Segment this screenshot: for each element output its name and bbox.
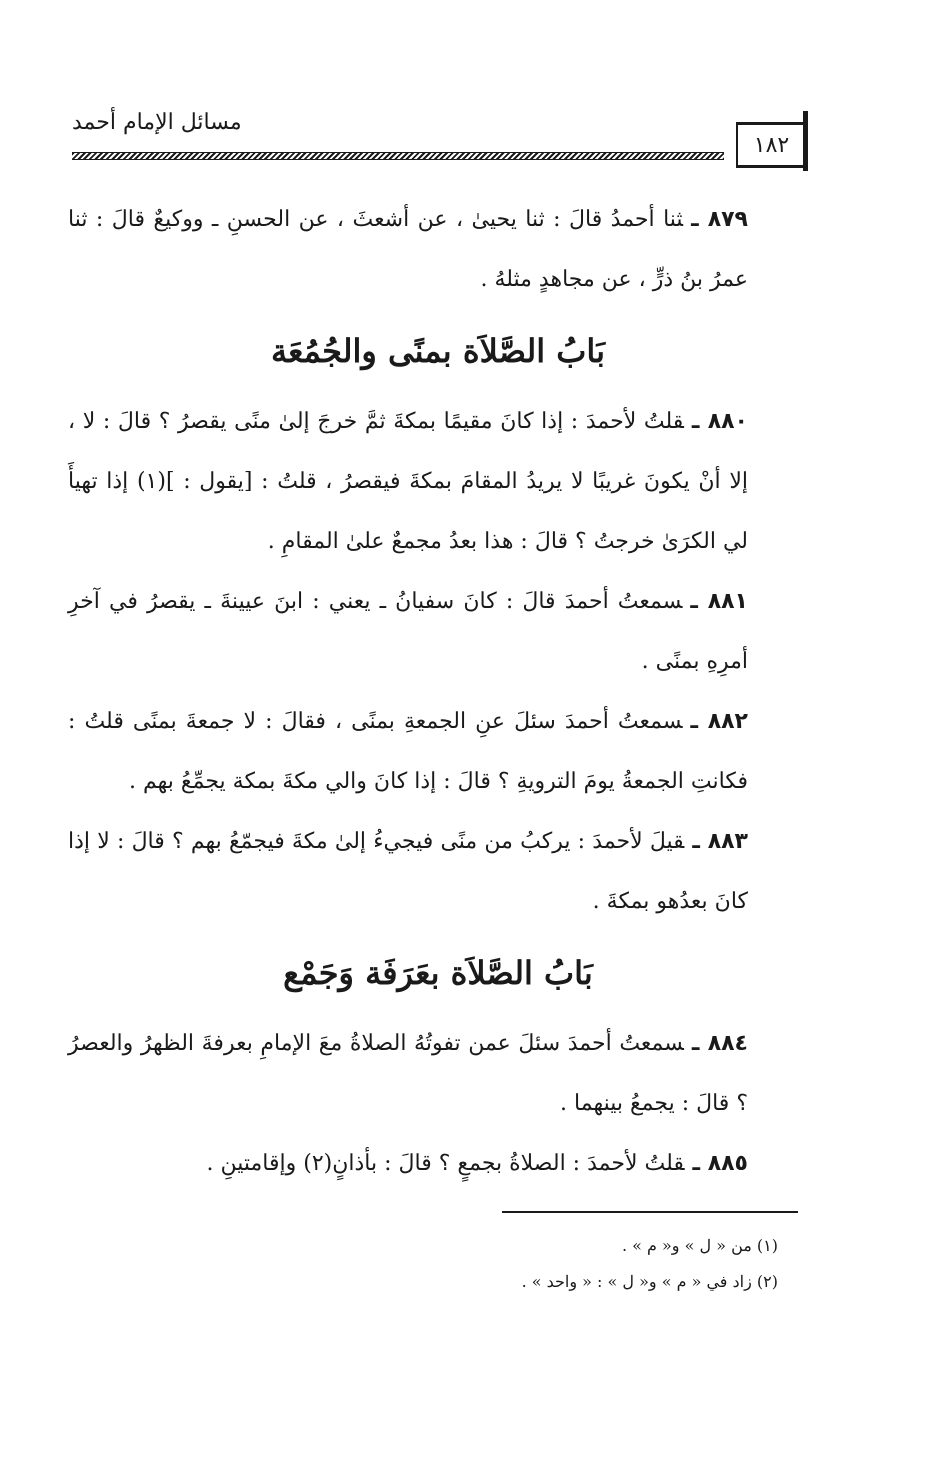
page-body xyxy=(68,190,808,1194)
paragraph-883 xyxy=(68,812,808,932)
paragraph-number: ٨٨٢ ـ xyxy=(690,709,748,734)
chapter-title-arafa: بَابُ الصَّلاَة بعَرَفَة وَجَمْع xyxy=(283,954,593,992)
footnote-2: (٢) زاد في « م » و« ل » : « واحد » . xyxy=(521,1272,778,1291)
paragraph-text: سمعتُ أحمدَ سئلَ عمن تفوتُهُ الصلاةُ معَ الإمامِ بعرفةَ الظهرُ والعصرُ ؟ قالَ : يجمعُ بينهما . xyxy=(68,1031,748,1116)
page-number: ١٨٢ xyxy=(736,122,808,168)
paragraph-884 xyxy=(68,1014,808,1134)
paragraph-885 xyxy=(68,1134,808,1194)
paragraph-882 xyxy=(68,692,808,812)
header-rule xyxy=(72,152,724,160)
paragraph-text: سمعتُ أحمدَ قالَ : كانَ سفيانُ ـ يعني : ابنَ عيينةَ ـ يقصرُ في آخرِ أمرِهِ بمنًى . xyxy=(68,589,748,674)
paragraph-number: ٨٧٩ ـ xyxy=(691,207,748,232)
paragraph-text: سمعتُ أحمدَ سئلَ عنِ الجمعةِ بمنًى ، فقالَ : لا جمعةَ بمنًى قلتُ : فكانتِ الجمعةُ يومَ الترويةِ ؟ قالَ : إذا كانَ والي مكةَ بمكة يجمِّعُ بهم . xyxy=(68,709,748,794)
paragraph-text: قلتُ لأحمدَ : إذا كانَ مقيمًا بمكةَ ثمَّ خرجَ إلىٰ منًى يقصرُ ؟ قالَ : لا ، إلا أنْ يكونَ غريبًا لا يريدُ المقامَ بمكةَ فيقصرُ ، قلتُ : [يقول : ](١) إذا تهيأَ لي الكرَىٰ خرجتُ ؟ قالَ : هذا بعدُ مجمعٌ علىٰ المقامِ . xyxy=(68,409,748,554)
paragraph-text: قلتُ لأحمدَ : الصلاةُ بجمعٍ ؟ قالَ : بأذانٍ(٢) وإقامتينِ . xyxy=(206,1151,685,1176)
paragraph-number: ٨٨١ ـ xyxy=(690,589,748,614)
paragraph-text: ثنا أحمدُ قالَ : ثنا يحيىٰ ، عن أشعثَ ، عن الحسنِ ـ ووكيعٌ قالَ : ثنا عمرُ بنُ ذرٍّ ، عن مجاهدٍ مثلهُ . xyxy=(68,207,748,292)
paragraph-number: ٨٨٥ ـ xyxy=(692,1151,748,1176)
footnote-separator xyxy=(502,1211,798,1213)
paragraph-number: ٨٨٤ ـ xyxy=(691,1031,748,1056)
running-title: مسائل الإمام أحمد xyxy=(72,110,242,135)
paragraph-879 xyxy=(68,190,808,310)
paragraph-text: قيلَ لأحمدَ : يركبُ من منًى فيجيءُ إلىٰ مكةَ فيجمّعُ بهم ؟ قالَ : لا إذا كانَ بعدُهو بمكةَ . xyxy=(68,829,748,914)
chapter-title-mina: بَابُ الصَّلاَة بمنًى والجُمُعَة xyxy=(270,332,606,370)
page-header xyxy=(72,108,808,178)
paragraph-number: ٨٨٠ ـ xyxy=(691,409,748,434)
footnote-1: (١) من « ل » و« م » . xyxy=(621,1236,778,1255)
paragraph-881 xyxy=(68,572,808,692)
footnotes xyxy=(300,1228,778,1300)
paragraph-880 xyxy=(68,392,808,572)
paragraph-number: ٨٨٣ ـ xyxy=(692,829,748,854)
